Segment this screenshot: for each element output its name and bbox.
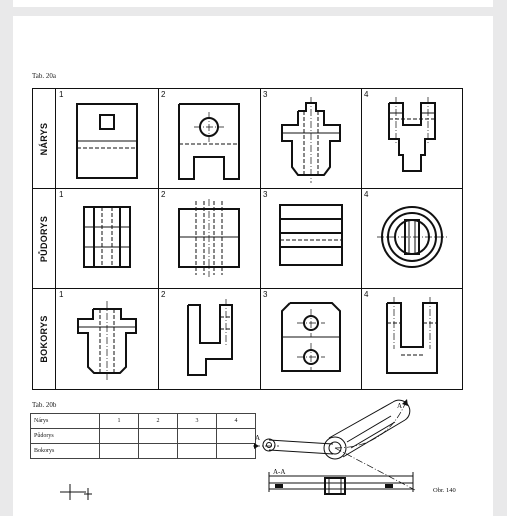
drawing-pudorys-3: [260, 189, 361, 289]
section-hub: [325, 478, 345, 494]
answer-cell[interactable]: [100, 444, 139, 459]
cell-number: 1: [59, 290, 64, 299]
drawing-narys-4: [361, 89, 462, 189]
drawing-bokorys-1: [56, 289, 158, 389]
answer-table: [30, 413, 256, 459]
drawing-narys-2: [158, 89, 260, 189]
cell-narys-1: [56, 89, 158, 189]
cell-number: 3: [263, 290, 268, 299]
cell-bokorys-4: [361, 289, 462, 389]
cell-number: 4: [364, 190, 369, 199]
cell-number: 1: [59, 90, 64, 99]
cell-bokorys-1: [56, 289, 158, 389]
answer-cell[interactable]: [178, 444, 217, 459]
table-cell: 2: [139, 414, 178, 429]
row-label-bokorys: [33, 289, 56, 389]
drawing-pudorys-1: [56, 189, 158, 289]
cell-number: 2: [161, 190, 166, 199]
table-row: [31, 414, 256, 429]
cell-number: 4: [364, 90, 369, 99]
answer-cell[interactable]: [178, 429, 217, 444]
answer-cell[interactable]: [139, 429, 178, 444]
drawing-bokorys-4: [361, 289, 462, 389]
row-label-bokorys-text: BOKORYS: [39, 315, 49, 363]
lever-edge: [269, 440, 333, 444]
figure-caption: Obr. 140: [433, 487, 456, 494]
row-label-narys-text: NÁRYS: [39, 122, 49, 156]
table-row: [31, 444, 256, 459]
table-cell: Půdorys: [31, 429, 100, 444]
cell-number: 2: [161, 90, 166, 99]
cell-number: 4: [364, 290, 369, 299]
table-cell: 3: [178, 414, 217, 429]
row-label-pudorys: [33, 189, 56, 289]
previous-page-edge: [13, 0, 493, 7]
lever-pin: [267, 443, 272, 448]
caption-tab-20b: Tab. 20b: [32, 401, 57, 409]
cell-number: 3: [263, 90, 268, 99]
lever-edge: [269, 450, 333, 454]
lever-pin-hole: [263, 439, 275, 451]
answer-cell[interactable]: [100, 429, 139, 444]
slot-edge: [351, 422, 395, 448]
row-label-pudorys-text: PŮDORYS: [39, 215, 49, 263]
linkage-drawing: [245, 398, 475, 500]
caption-tab-20a: Tab. 20a: [32, 72, 57, 80]
table-cell: Bokorys: [31, 444, 100, 459]
drawing-narys-3: [260, 89, 361, 189]
cell-pudorys-4: [361, 189, 462, 289]
section-arrow-top: [402, 399, 408, 406]
section-view-label: A-A: [273, 468, 286, 476]
cell-pudorys-1: [56, 189, 158, 289]
center-line: [335, 448, 415, 490]
cell-bokorys-2: [158, 289, 260, 389]
cell-number: 1: [59, 190, 64, 199]
section-label-top: A: [397, 402, 403, 410]
drawing-pudorys-2: [158, 189, 260, 289]
section-pin-right: [385, 484, 393, 488]
section-label-left: A: [255, 434, 261, 442]
table-cell: 4: [217, 414, 256, 429]
answer-cell[interactable]: [139, 444, 178, 459]
section-pin-left: [275, 484, 283, 488]
cell-pudorys-3: [260, 189, 361, 289]
cell-narys-3: [260, 89, 361, 189]
table-cell: 1: [100, 414, 139, 429]
cell-narys-4: [361, 89, 462, 189]
table-row: [31, 429, 256, 444]
slot-edge: [347, 416, 391, 442]
row-label-narys: [33, 89, 56, 189]
section-arrow-left: [254, 443, 259, 449]
cell-narys-2: [158, 89, 260, 189]
cell-pudorys-2: [158, 189, 260, 289]
corner-sketch: [30, 478, 110, 500]
cell-number: 3: [263, 190, 268, 199]
drawing-narys-1: [56, 89, 158, 189]
drawing-pudorys-4: [361, 189, 462, 289]
table-cell: Nárys: [31, 414, 100, 429]
drawing-bokorys-3: [260, 289, 361, 389]
cell-number: 2: [161, 290, 166, 299]
views-grid: [32, 88, 463, 390]
cell-bokorys-3: [260, 289, 361, 389]
drawing-bokorys-2: [158, 289, 260, 389]
